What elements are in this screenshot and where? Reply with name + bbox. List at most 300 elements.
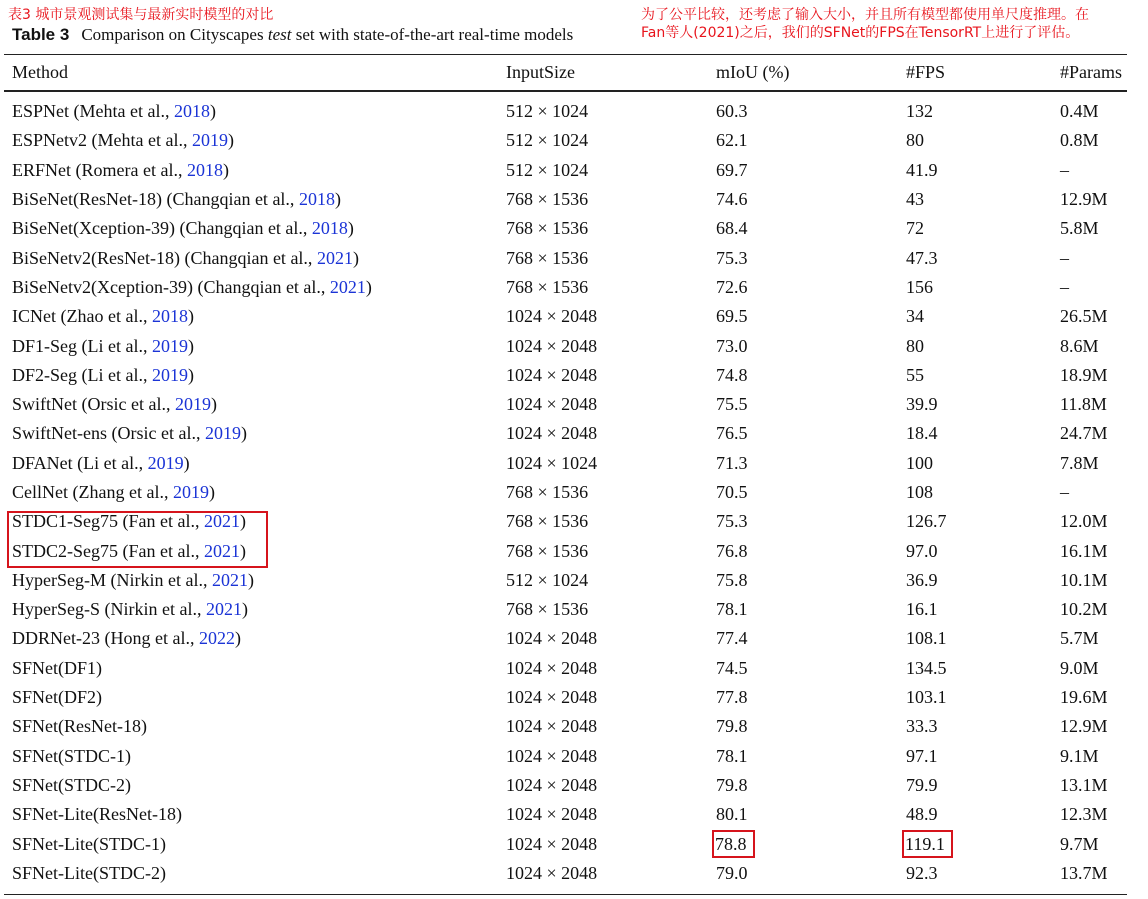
input-size-cell — [506, 185, 716, 214]
miou-value: 78.1 — [716, 745, 748, 766]
method-name: STDC2-Seg75 (Fan et al., — [12, 540, 204, 561]
citation-year-link[interactable]: 2021 — [316, 247, 353, 268]
citation-year-link[interactable]: 2019 — [191, 130, 228, 151]
input-size-cell — [506, 712, 716, 741]
params-value: – — [1060, 159, 1069, 180]
miou-value: 68.4 — [716, 218, 748, 239]
fps-value: 97.1 — [906, 745, 938, 766]
input-size-value: 768 × 1536 — [506, 482, 589, 502]
table-row — [0, 507, 1140, 536]
input-size-value: 512 × 1024 — [506, 101, 589, 122]
method-cell — [0, 595, 506, 624]
fps-cell — [906, 478, 1060, 507]
citation-year-link[interactable]: 2019 — [147, 452, 184, 473]
method-cell — [0, 771, 506, 800]
input-size-value: 1024 × 2048 — [506, 687, 598, 708]
method-name: ESPNet (Mehta et al., — [12, 101, 174, 122]
citation-year-link[interactable]: 2021 — [205, 599, 242, 620]
params-cell — [1060, 800, 1140, 829]
params-cell — [1060, 507, 1140, 536]
miou-cell — [716, 595, 906, 624]
method-cell — [0, 185, 506, 214]
params-value: 9.0M — [1060, 657, 1099, 678]
params-cell — [1060, 390, 1140, 419]
method-cell — [0, 361, 506, 390]
fps-value: 132 — [906, 101, 933, 122]
citation-close: ) — [187, 335, 194, 356]
method-name: ESPNetv2 (Mehta et al., — [12, 130, 192, 151]
fps-value: 92.3 — [906, 862, 938, 883]
input-size-cell — [506, 419, 716, 448]
params-cell — [1060, 771, 1140, 800]
fps-cell — [906, 507, 1060, 536]
input-size-cell — [506, 390, 716, 419]
params-value: 24.7M — [1060, 423, 1108, 444]
method-name: DF1-Seg (Li et al., — [12, 335, 152, 356]
method-cell — [0, 683, 506, 712]
method-cell — [0, 829, 506, 858]
citation-year-link[interactable]: 2019 — [174, 394, 211, 415]
fps-cell — [906, 126, 1060, 155]
fps-value: 47.3 — [906, 247, 938, 268]
params-value: 9.1M — [1060, 745, 1099, 766]
params-cell — [1060, 126, 1140, 155]
fps-cell — [906, 419, 1060, 448]
fps-cell — [906, 771, 1060, 800]
table-row — [0, 712, 1140, 741]
citation-year-link[interactable]: 2019 — [172, 482, 209, 502]
method-name: CellNet (Zhang et al., — [12, 482, 173, 502]
input-size-cell — [506, 331, 716, 360]
fps-value: 55 — [906, 364, 924, 385]
method-cell — [0, 126, 506, 155]
input-size-cell — [506, 478, 716, 507]
citation-year-link[interactable]: 2018 — [151, 306, 188, 327]
fps-value: 134.5 — [906, 657, 947, 678]
table-row — [0, 595, 1140, 624]
params-value: 13.1M — [1060, 774, 1108, 795]
citation-year-link[interactable]: 2018 — [311, 218, 348, 239]
method-name: BiSeNet(ResNet-18) (Changqian et al., — [12, 189, 299, 210]
method-cell — [0, 419, 506, 448]
input-size-cell — [506, 243, 716, 272]
input-size-value: 512 × 1024 — [506, 569, 589, 590]
input-size-cell — [506, 624, 716, 653]
input-size-cell — [506, 97, 716, 126]
fps-cell — [906, 361, 1060, 390]
table-row — [0, 478, 1140, 507]
fps-cell — [906, 624, 1060, 653]
input-size-value: 1024 × 2048 — [506, 306, 598, 327]
method-name: BiSeNetv2(Xception-39) (Changqian et al., — [12, 276, 330, 297]
comparison-table — [0, 56, 1140, 888]
miou-cell — [716, 712, 906, 741]
table-row — [0, 126, 1140, 155]
method-cell — [0, 712, 506, 741]
table-row — [0, 654, 1140, 683]
method-cell — [0, 566, 506, 595]
input-size-value: 768 × 1536 — [506, 276, 589, 297]
table-row — [0, 214, 1140, 243]
miou-value: 71.3 — [716, 452, 748, 473]
miou-cell — [716, 302, 906, 331]
params-value: 8.6M — [1060, 335, 1099, 356]
params-value: 26.5M — [1060, 306, 1108, 327]
params-cell — [1060, 683, 1140, 712]
params-value: 11.8M — [1060, 394, 1107, 415]
params-cell — [1060, 302, 1140, 331]
method-cell — [0, 156, 506, 185]
citation-close: ) — [209, 101, 216, 122]
params-cell — [1060, 97, 1140, 126]
params-value: 5.7M — [1060, 628, 1099, 649]
params-value: 12.9M — [1060, 189, 1108, 210]
params-value: 12.0M — [1060, 511, 1108, 532]
miou-value: 79.0 — [716, 862, 748, 883]
miou-cell — [716, 214, 906, 243]
miou-value: 79.8 — [716, 716, 748, 737]
params-cell — [1060, 624, 1140, 653]
method-cell — [0, 273, 506, 302]
input-size-value: 1024 × 2048 — [506, 364, 598, 385]
annotation-right-line2: Fan等人(2021)之后，我们的SFNet的FPS在TensorRT上进行了评估。 — [641, 25, 1080, 41]
input-size-value: 512 × 1024 — [506, 130, 589, 151]
input-size-value: 1024 × 2048 — [506, 628, 598, 649]
miou-cell — [716, 156, 906, 185]
fps-cell — [906, 859, 1060, 888]
input-size-cell — [506, 800, 716, 829]
params-cell — [1060, 478, 1140, 507]
citation-close: ) — [187, 364, 194, 385]
input-size-value: 1024 × 2048 — [506, 774, 598, 795]
params-cell — [1060, 566, 1140, 595]
params-cell — [1060, 859, 1140, 888]
citation-year-link[interactable]: 2019 — [151, 364, 188, 385]
miou-cell — [716, 859, 906, 888]
miou-value: 77.4 — [716, 628, 748, 649]
fps-cell — [906, 742, 1060, 771]
params-value: 0.8M — [1060, 130, 1099, 151]
miou-value: 73.0 — [716, 335, 748, 356]
header-inputsize: InputSize — [506, 62, 575, 82]
fps-value: 80 — [906, 335, 924, 356]
miou-value: 60.3 — [716, 101, 748, 122]
miou-value: 72.6 — [716, 276, 748, 297]
params-cell — [1060, 536, 1140, 565]
citation-close: ) — [240, 423, 247, 444]
params-value: 10.1M — [1060, 569, 1108, 590]
params-cell — [1060, 185, 1140, 214]
miou-value: 77.8 — [716, 687, 748, 708]
fps-cell — [906, 683, 1060, 712]
miou-cell — [716, 478, 906, 507]
citation-close: ) — [210, 394, 217, 415]
params-cell — [1060, 361, 1140, 390]
input-size-cell — [506, 742, 716, 771]
fps-value: 36.9 — [906, 569, 938, 590]
fps-value: 119.1 — [902, 830, 953, 858]
table-row — [0, 536, 1140, 565]
params-cell — [1060, 419, 1140, 448]
citation-close: ) — [247, 569, 254, 590]
table-row — [0, 829, 1140, 858]
input-size-cell — [506, 654, 716, 683]
input-size-value: 1024 × 2048 — [506, 862, 598, 883]
method-cell — [0, 97, 506, 126]
citation-close: ) — [227, 130, 234, 151]
input-size-value: 1024 × 2048 — [506, 804, 598, 825]
table-row — [0, 683, 1140, 712]
table-row — [0, 361, 1140, 390]
method-name: SFNet-Lite(ResNet-18) — [12, 804, 182, 825]
method-cell — [0, 243, 506, 272]
citation-close: ) — [239, 511, 246, 532]
params-cell — [1060, 742, 1140, 771]
table-row — [0, 243, 1140, 272]
fps-cell — [906, 214, 1060, 243]
method-cell — [0, 449, 506, 478]
input-size-value: 768 × 1536 — [506, 189, 589, 210]
input-size-cell — [506, 449, 716, 478]
citation-year-link[interactable]: 2021 — [203, 540, 240, 561]
input-size-value: 768 × 1536 — [506, 218, 589, 239]
miou-cell — [716, 800, 906, 829]
citation-year-link[interactable]: 2019 — [204, 423, 241, 444]
method-cell — [0, 214, 506, 243]
method-name: HyperSeg-M (Nirkin et al., — [12, 569, 212, 590]
citation-year-link[interactable]: 2021 — [211, 569, 248, 590]
method-cell — [0, 478, 506, 507]
citation-close: ) — [208, 482, 215, 502]
method-name: SFNet-Lite(STDC-2) — [12, 862, 166, 883]
params-cell — [1060, 331, 1140, 360]
citation-close: ) — [222, 159, 229, 180]
params-value: 19.6M — [1060, 687, 1108, 708]
params-cell — [1060, 712, 1140, 741]
miou-cell — [716, 566, 906, 595]
table-row — [0, 859, 1140, 888]
method-name: ERFNet (Romera et al., — [12, 159, 187, 180]
miou-cell — [716, 243, 906, 272]
table-row — [0, 800, 1140, 829]
params-cell — [1060, 654, 1140, 683]
fps-cell — [906, 536, 1060, 565]
params-value: 18.9M — [1060, 364, 1108, 385]
method-cell — [0, 536, 506, 565]
fps-cell — [906, 185, 1060, 214]
table-row — [0, 449, 1140, 478]
citation-close: ) — [347, 218, 354, 239]
input-size-value: 1024 × 2048 — [506, 833, 598, 854]
miou-value: 76.5 — [716, 423, 748, 444]
method-cell — [0, 331, 506, 360]
miou-value: 70.5 — [716, 482, 748, 502]
fps-value: 108 — [906, 482, 933, 502]
table-row — [0, 331, 1140, 360]
input-size-value: 1024 × 1024 — [506, 452, 598, 473]
method-cell — [0, 742, 506, 771]
miou-cell — [716, 654, 906, 683]
citation-close: ) — [234, 628, 241, 649]
params-value: 9.7M — [1060, 833, 1099, 854]
method-name: SFNet-Lite(STDC-1) — [12, 833, 166, 854]
fps-cell — [906, 156, 1060, 185]
table-row — [0, 566, 1140, 595]
input-size-cell — [506, 566, 716, 595]
fps-cell — [906, 800, 1060, 829]
fps-value: 80 — [906, 130, 924, 151]
miou-value: 76.8 — [716, 540, 748, 561]
method-name: BiSeNetv2(ResNet-18) (Changqian et al., — [12, 247, 317, 268]
header-params: #Params — [1060, 62, 1122, 82]
table-row — [0, 390, 1140, 419]
method-name: DFANet (Li et al., — [12, 452, 148, 473]
fps-cell — [906, 97, 1060, 126]
miou-value: 74.5 — [716, 657, 748, 678]
caption-text-italic: test — [267, 25, 292, 44]
citation-year-link[interactable]: 2021 — [203, 511, 240, 532]
caption-text-after: set with state-of-the-art real-time models — [291, 25, 574, 44]
fps-cell — [906, 654, 1060, 683]
input-size-value: 768 × 1536 — [506, 540, 589, 561]
input-size-value: 1024 × 2048 — [506, 394, 598, 415]
fps-value: 103.1 — [906, 687, 947, 708]
miou-cell — [716, 771, 906, 800]
miou-value: 75.8 — [716, 569, 748, 590]
miou-cell — [716, 742, 906, 771]
input-size-cell — [506, 536, 716, 565]
fps-value: 126.7 — [906, 511, 947, 532]
table-body — [0, 89, 1140, 888]
citation-close: ) — [187, 306, 194, 327]
params-cell — [1060, 214, 1140, 243]
method-name: HyperSeg-S (Nirkin et al., — [12, 599, 206, 620]
method-cell — [0, 800, 506, 829]
miou-value: 78.8 — [712, 830, 755, 858]
input-size-value: 1024 × 2048 — [506, 716, 598, 737]
method-name: STDC1-Seg75 (Fan et al., — [12, 511, 204, 532]
input-size-cell — [506, 595, 716, 624]
method-cell — [0, 390, 506, 419]
method-name: SFNet(ResNet-18) — [12, 716, 147, 737]
method-name: SwiftNet (Orsic et al., — [12, 394, 175, 415]
method-cell — [0, 624, 506, 653]
params-cell — [1060, 243, 1140, 272]
miou-cell — [716, 331, 906, 360]
miou-cell — [716, 390, 906, 419]
miou-value: 74.6 — [716, 189, 748, 210]
miou-value: 74.8 — [716, 364, 748, 385]
fps-value: 72 — [906, 218, 924, 239]
citation-year-link[interactable]: 2018 — [298, 189, 335, 210]
fps-cell — [906, 829, 1060, 858]
table-row — [0, 624, 1140, 653]
fps-value: 79.9 — [906, 774, 938, 795]
miou-cell — [716, 683, 906, 712]
annotation-right-line1: 为了公平比较，还考虑了输入大小，并且所有模型都使用单尺度推理。在 — [641, 7, 1089, 23]
input-size-value: 768 × 1536 — [506, 511, 589, 532]
table-caption — [12, 25, 573, 45]
miou-value: 79.8 — [716, 774, 748, 795]
params-cell — [1060, 273, 1140, 302]
input-size-cell — [506, 683, 716, 712]
params-value: 16.1M — [1060, 540, 1108, 561]
fps-value: 41.9 — [906, 159, 938, 180]
method-name: DDRNet-23 (Hong et al., — [12, 628, 199, 649]
input-size-value: 768 × 1536 — [506, 247, 589, 268]
input-size-cell — [506, 156, 716, 185]
citation-year-link[interactable]: 2021 — [329, 276, 366, 297]
input-size-cell — [506, 859, 716, 888]
fps-value: 39.9 — [906, 394, 938, 415]
miou-value: 80.1 — [716, 804, 748, 825]
input-size-cell — [506, 507, 716, 536]
method-cell — [0, 654, 506, 683]
citation-close: ) — [183, 452, 190, 473]
params-value: 12.3M — [1060, 804, 1108, 825]
params-cell — [1060, 156, 1140, 185]
spacer-row — [0, 89, 1140, 97]
input-size-value: 512 × 1024 — [506, 159, 589, 180]
citation-close: ) — [241, 599, 248, 620]
params-value: 7.8M — [1060, 452, 1099, 473]
fps-cell — [906, 302, 1060, 331]
miou-cell — [716, 829, 906, 858]
fps-cell — [906, 712, 1060, 741]
fps-value: 16.1 — [906, 599, 938, 620]
method-cell — [0, 302, 506, 331]
fps-value: 156 — [906, 276, 933, 297]
miou-cell — [716, 536, 906, 565]
table-row — [0, 771, 1140, 800]
miou-cell — [716, 507, 906, 536]
citation-close: ) — [352, 247, 359, 268]
table-row — [0, 185, 1140, 214]
miou-value: 69.5 — [716, 306, 748, 327]
table-row — [0, 302, 1140, 331]
fps-cell — [906, 390, 1060, 419]
miou-value: 75.3 — [716, 511, 748, 532]
citation-year-link[interactable]: 2018 — [186, 159, 223, 180]
citation-close: ) — [239, 540, 246, 561]
miou-value: 78.1 — [716, 599, 748, 620]
header-row — [0, 56, 1140, 89]
input-size-cell — [506, 126, 716, 155]
method-name: SFNet(DF1) — [12, 657, 103, 678]
input-size-cell — [506, 214, 716, 243]
method-name: SFNet(STDC-1) — [12, 745, 132, 766]
citation-year-link[interactable]: 2022 — [198, 628, 235, 649]
input-size-cell — [506, 829, 716, 858]
fps-value: 34 — [906, 306, 924, 327]
fps-value: 48.9 — [906, 804, 938, 825]
params-value: 0.4M — [1060, 101, 1099, 122]
bottom-rule — [4, 894, 1127, 895]
input-size-cell — [506, 273, 716, 302]
fps-cell — [906, 595, 1060, 624]
citation-year-link[interactable]: 2019 — [151, 335, 188, 356]
method-name: SFNet(DF2) — [12, 687, 103, 708]
table-row — [0, 156, 1140, 185]
citation-year-link[interactable]: 2018 — [173, 101, 210, 122]
fps-cell — [906, 243, 1060, 272]
input-size-cell — [506, 361, 716, 390]
params-value: 12.9M — [1060, 716, 1108, 737]
miou-cell — [716, 273, 906, 302]
method-name: SwiftNet-ens (Orsic et al., — [12, 423, 205, 444]
input-size-cell — [506, 302, 716, 331]
method-name: ICNet (Zhao et al., — [12, 306, 152, 327]
